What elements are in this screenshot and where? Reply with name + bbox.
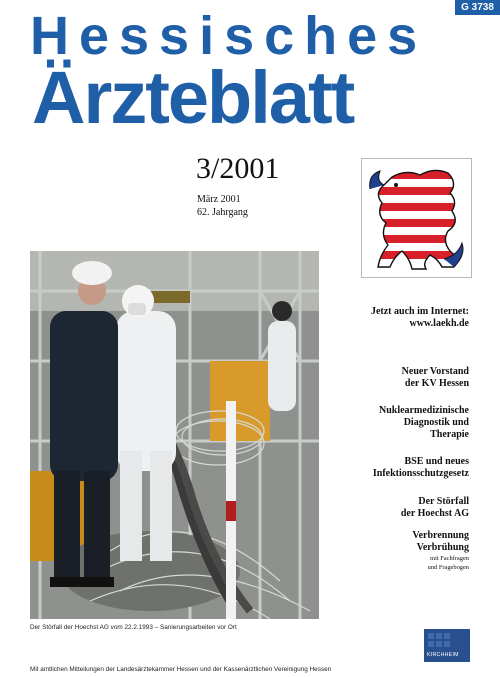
headline-line: Diagnostik und (403, 417, 469, 428)
issue-volume: 62. Jahrgang (197, 207, 248, 218)
internet-line-1: Jetzt auch im Internet: (370, 306, 469, 317)
headline-line: Der Störfall (418, 496, 469, 507)
headline-kv-vorstand (402, 366, 469, 390)
cover-photo-cleanup-workers (30, 251, 319, 619)
footer-notice: Mit amtlichen Mitteilungen der Landesärztekammer Hessen und der Kassenärztlichen Vereinigung Hessen (30, 666, 332, 673)
issue-number: 3/2001 (196, 152, 280, 185)
headline-line: Nuklearmedizinische (379, 405, 469, 416)
headline-verbrennung (412, 530, 469, 572)
headline-line: Neuer Vorstand (401, 366, 469, 377)
headline-note: und Fragebogen (427, 564, 469, 571)
headline-line: BSE und neues (404, 456, 469, 467)
headline-line: der Hoechst AG (400, 508, 469, 519)
headline-line: Verbrennung (412, 530, 469, 541)
masthead-line-2: Ärzteblatt (32, 56, 354, 139)
website-url: www.laekh.de (409, 318, 469, 329)
masthead-line-1: Hessisches (30, 6, 428, 66)
headline-line: Infektionsschutzgesetz (372, 468, 469, 479)
photo-illustration (30, 251, 319, 619)
headline-bse (373, 456, 469, 480)
publisher-logo (424, 629, 470, 662)
hessian-lion-crest (361, 158, 472, 278)
journal-code-badge: G 3738 (455, 0, 500, 15)
headline-stoerfall (401, 496, 469, 520)
headline-line: der KV Hessen (404, 378, 469, 389)
publisher-name: KIRCHHEIM (427, 652, 459, 658)
internet-notice (371, 306, 469, 330)
photo-caption: Der Störfall der Hoechst AG vom 22.2.1993 – Sanierungsarbeiten vor Ort (30, 624, 237, 631)
issue-month: März 2001 (197, 194, 241, 205)
lion-icon (362, 159, 471, 277)
headline-note: mit Fachfragen (430, 555, 469, 562)
headline-nuklearmedizin (379, 405, 469, 441)
headline-line: Therapie (430, 429, 469, 440)
headline-line: Verbrühung (416, 542, 469, 553)
